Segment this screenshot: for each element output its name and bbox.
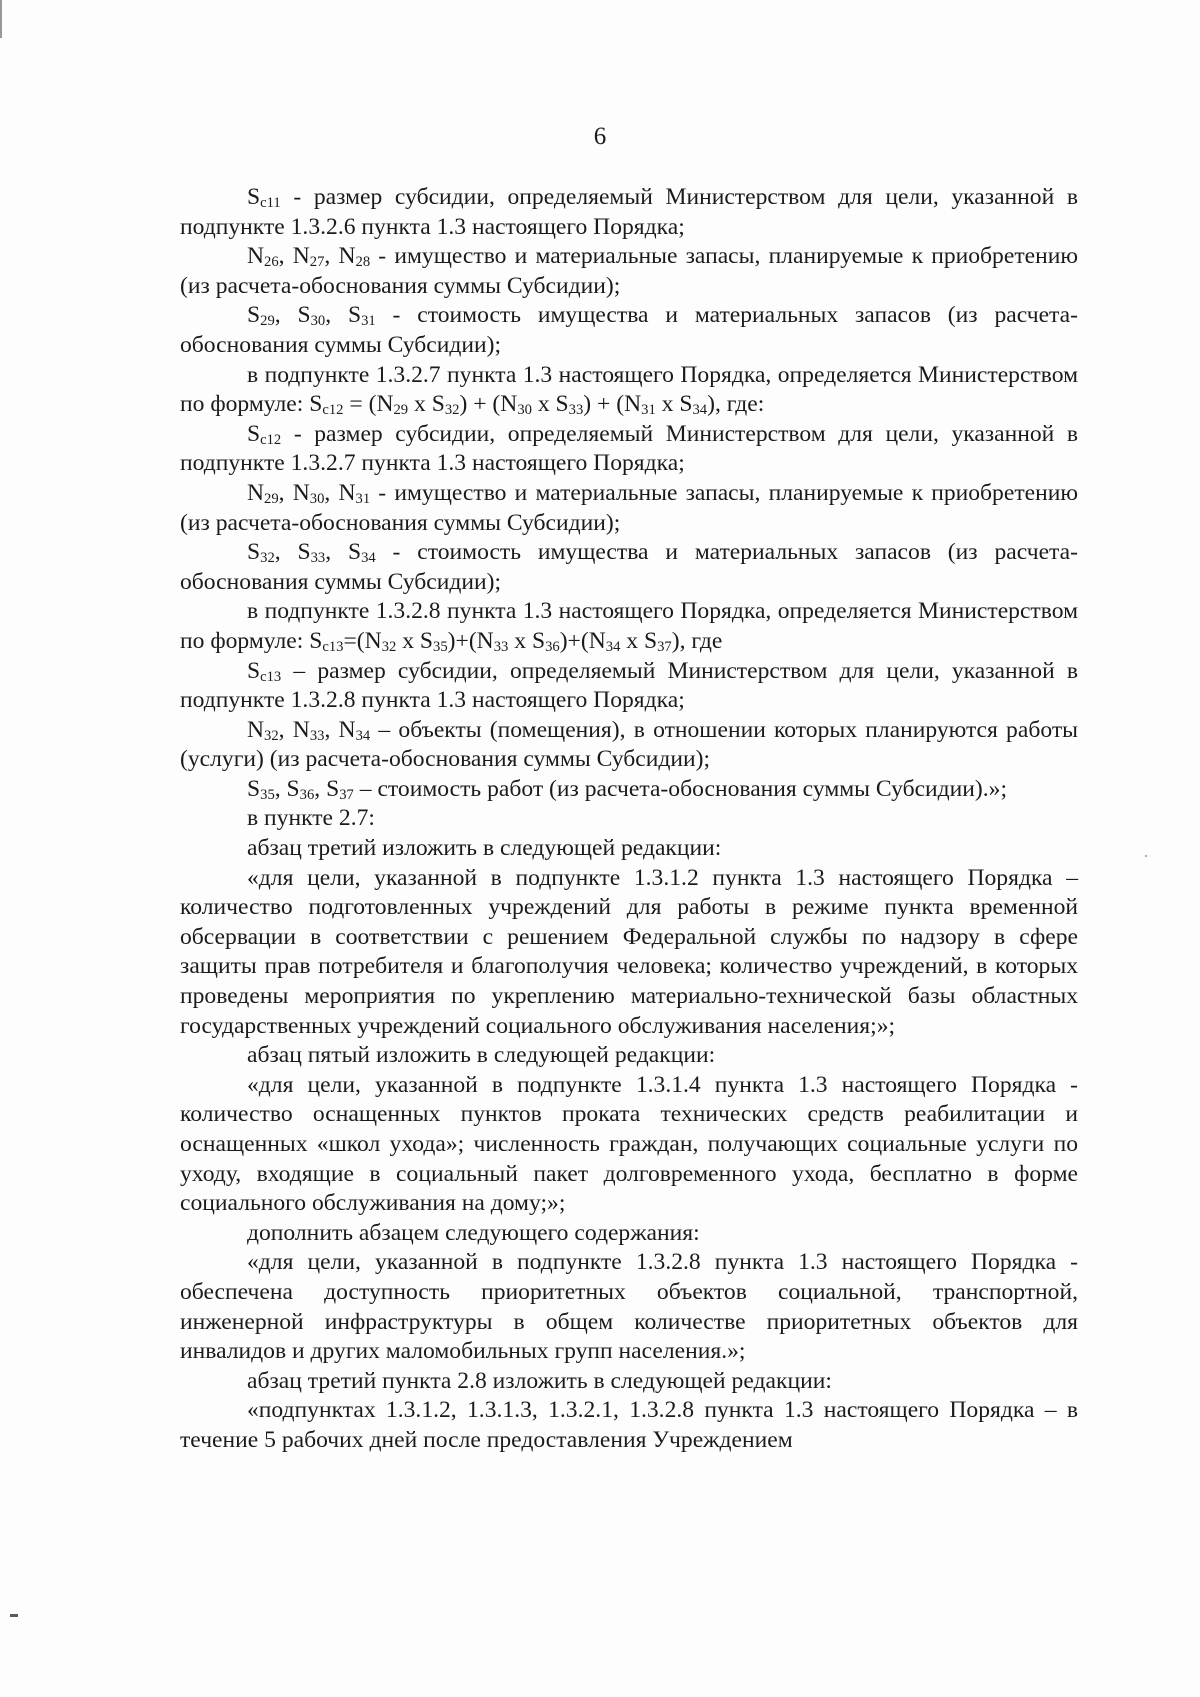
paragraph-subpoints: «подпунктах 1.3.1.2, 1.3.1.3, 1.3.2.1, 1.3.2.8 пункта 1.3 настоящего Порядка – в течение 5 рабочих дней после предоставления Учреждением xyxy=(180,1397,1078,1453)
paragraph-goal-1-3-2-8: «для цели, указанной в подпункте 1.3.2.8 пункта 1.3 настоящего Порядка - обеспечена доступность приоритетных объектов социальной, транспортной, инженерной инфраструктуры в общем количестве приоритетных объектов для инвалидов и других маломобильных групп населения.»; xyxy=(180,1249,1078,1365)
scan-speck xyxy=(10,1614,18,1617)
paragraph-goal-1-3-1-4: «для цели, указанной в подпункте 1.3.1.4 пункта 1.3 настоящего Порядка - количество оснащенных пунктов проката технических средств реабилитации и оснащенных «школ ухода»; численность граждан, получающих социальные услуги по уходу, входящие в социальный пакет долговременного ухода, бесплатно в форме социального обслуживания на дому;»; xyxy=(180,1071,1078,1217)
paragraph-point-2-7: в пункте 2.7: xyxy=(247,805,375,832)
document-body xyxy=(180,183,1078,1456)
page-number: 6 xyxy=(593,123,607,150)
paragraph-n29-n31: $N_{29}$, $N_{30}$, $N_{31}$ - имущество и материальные запасы, планируемые к приобретению (из расчета-обоснования суммы Субсидии); xyxy=(180,479,1078,536)
paragraph-formula-sc12: в подпункте 1.3.2.7 пункта 1.3 настоящего Порядка, определяется Министерством по формуле: $S_{c12} = (N_{29}$ x $S_{32}) + (N_{30}$ x $S_{33}) + (N_{31}$ x $S_{34}$), где: xyxy=(180,361,1078,419)
paragraph-add-abzac: дополнить абзацем следующего содержания: xyxy=(247,1219,700,1246)
paragraph-sc13: $S_{c13}$ – размер субсидии, определяемый Министерством для цели, указанной в подпункте 1.3.2.8 пункта 1.3 настоящего Порядка; xyxy=(180,657,1078,714)
paragraph-s32-s34: $S_{32}$, $S_{33}$, $S_{34}$ - стоимость имущества и материальных запасов (из расчета-обоснования суммы Субсидии); xyxy=(180,539,1078,595)
paragraph-n32-n34: $N_{32}$, $N_{33}$, $N_{34}$ – объекты (помещения), в отношении которых планируются работы (услуги) (из расчета-обоснования суммы Субсидии); xyxy=(180,716,1078,773)
paragraph-abzac-third: абзац третий изложить в следующей редакции: xyxy=(247,835,722,862)
paragraph-s29-s31: $S_{29}$, $S_{30}$, $S_{31}$ - стоимость имущества и материальных запасов (из расчета-обоснования суммы Субсидии); xyxy=(180,302,1078,358)
paragraph-s35-s37: $S_{35}$, $S_{36}$, $S_{37}$ – стоимость работ (из расчета-обоснования суммы Субсидии).»; xyxy=(247,775,1008,804)
scan-speck xyxy=(0,0,2,38)
paragraph-sc11: $S_{c11}$ - размер субсидии, определяемый Министерством для цели, указанной в подпункте 1.3.2.6 пункта 1.3 настоящего Порядка; xyxy=(180,184,1078,240)
scan-speck xyxy=(1145,855,1147,857)
paragraph-formula-sc13: в подпункте 1.3.2.8 пункта 1.3 настоящего Порядка, определяется Министерством по формуле: $S_{c13}=(N_{32}$ x $S_{35})+(N_{33}$ x $S_{36})+(N_{34}$ x $S_{37}$), где xyxy=(180,598,1078,656)
paragraph-sc12: $S_{c12}$ - размер субсидии, определяемый Министерством для цели, указанной в подпункте 1.3.2.7 пункта 1.3 настоящего Порядка; xyxy=(180,420,1078,477)
paragraph-point-2-8: абзац третий пункта 2.8 изложить в следующей редакции: xyxy=(247,1367,832,1394)
paragraph-goal-1-3-1-2: «для цели, указанной в подпункте 1.3.1.2 пункта 1.3 настоящего Порядка – количество подготовленных учреждений для работы в режиме пункта временной обсервации в соответствии с решением Федеральной службы по надзору в сфере защиты прав потребителя и благополучия человека; количество учреждений, в которых проведены мероприятия по укреплению материально-технической базы областных государственных учреждений социального обслуживания населения;»; xyxy=(180,864,1078,1039)
paragraph-abzac-fifth: абзац пятый изложить в следующей редакции: xyxy=(247,1042,716,1069)
paragraph-n26-n28: $N_{26}$, $N_{27}$, $N_{28}$ - имущество и материальные запасы, планируемые к приобретению (из расчета-обоснования суммы Субсидии); xyxy=(180,243,1078,299)
